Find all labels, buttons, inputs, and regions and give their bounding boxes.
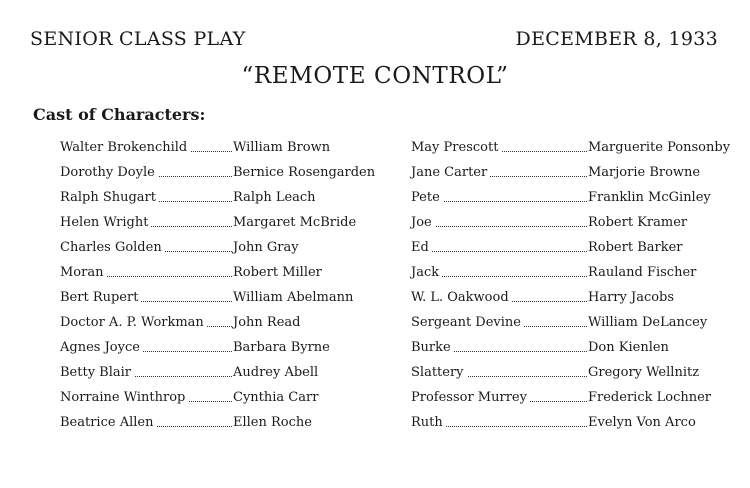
cast-row	[411, 288, 731, 313]
cast-role: Doctor A. P. Workman	[60, 313, 207, 333]
cast-actor: John Gray	[233, 240, 299, 255]
cast-role: Helen Wright	[60, 213, 151, 233]
cast-row	[411, 188, 731, 213]
cast-actor: Bernice Rosengarden	[233, 165, 376, 180]
cast-column-right	[411, 138, 731, 438]
play-title: “REMOTE CONTROL”	[241, 63, 509, 89]
cast-row	[60, 413, 370, 438]
cast-actor: John Read	[233, 315, 301, 330]
cast-actor: Gregory Wellnitz	[588, 365, 700, 380]
cast-role: Jane Carter	[411, 163, 490, 183]
cast-role: W. L. Oakwood	[411, 288, 512, 308]
cast-role: Burke	[411, 338, 454, 358]
cast-role: Ruth	[411, 413, 446, 433]
cast-actor: Robert Miller	[233, 265, 322, 280]
cast-row	[60, 238, 370, 263]
cast-actor: William DeLancey	[588, 315, 708, 330]
cast-column-left	[60, 138, 376, 438]
cast-actor: Robert Barker	[588, 240, 683, 255]
cast-row	[60, 388, 370, 413]
cast-row	[411, 413, 731, 438]
cast-row	[60, 163, 376, 188]
dotted-leader	[411, 251, 587, 252]
cast-row	[411, 388, 731, 413]
cast-actor: Don Kienlen	[588, 340, 669, 355]
cast-actor: Marjorie Browne	[588, 165, 701, 180]
cast-role: Charles Golden	[60, 238, 165, 258]
cast-actor: Harry Jacobs	[588, 290, 675, 305]
cast-row	[60, 338, 370, 363]
cast-role: Ralph Shugart	[60, 188, 159, 208]
cast-actor: Ralph Leach	[233, 190, 316, 205]
cast-row	[411, 138, 731, 163]
cast-role: May Prescott	[411, 138, 501, 158]
cast-actor: Robert Kramer	[588, 215, 688, 230]
header-event: SENIOR CLASS PLAY	[30, 28, 246, 50]
cast-role: Ed	[411, 238, 432, 258]
header-date: DECEMBER 8, 1933	[515, 28, 718, 50]
cast-actor: Frederick Lochner	[588, 390, 711, 405]
cast-row	[60, 138, 370, 163]
cast-row	[60, 213, 370, 238]
cast-actor: Cynthia Carr	[233, 390, 319, 405]
cast-actor: Rauland Fischer	[588, 265, 697, 280]
cast-row	[60, 288, 370, 313]
cast-role: Moran	[60, 263, 106, 283]
cast-actor: Evelyn Von Arco	[588, 415, 696, 430]
cast-row	[60, 263, 370, 288]
cast-role: Joe	[411, 213, 435, 233]
cast-actor: William Brown	[233, 140, 331, 155]
cast-role: Pete	[411, 188, 443, 208]
cast-role: Bert Rupert	[60, 288, 141, 308]
cast-actor: Marguerite Ponsonby	[588, 140, 731, 155]
cast-role: Dorothy Doyle	[60, 163, 158, 183]
cast-row	[411, 263, 731, 288]
cast-role: Slattery	[411, 363, 467, 383]
cast-role: Betty Blair	[60, 363, 134, 383]
dotted-leader	[411, 226, 587, 227]
cast-row	[411, 238, 731, 263]
cast-actor: Franklin McGinley	[588, 190, 711, 205]
cast-role: Walter Brokenchild	[60, 138, 190, 158]
cast-actor: Barbara Byrne	[233, 340, 330, 355]
cast-actor: Ellen Roche	[233, 415, 312, 430]
cast-role: Sergeant Devine	[411, 313, 524, 333]
cast-row	[411, 363, 731, 388]
cast-role: Agnes Joyce	[60, 338, 143, 358]
cast-actor: William Abelmann	[233, 290, 354, 305]
cast-role: Jack	[411, 263, 442, 283]
cast-actor: Margaret McBride	[233, 215, 357, 230]
cast-row	[60, 363, 370, 388]
cast-row	[411, 163, 731, 188]
cast-actor: Audrey Abell	[233, 365, 319, 380]
cast-row	[411, 213, 731, 238]
cast-role: Professor Murrey	[411, 388, 530, 408]
cast-row	[60, 313, 370, 338]
cast-role: Beatrice Allen	[60, 413, 156, 433]
cast-row	[411, 313, 731, 338]
cast-row	[411, 338, 731, 363]
cast-role: Norraine Winthrop	[60, 388, 188, 408]
cast-heading: Cast of Characters:	[33, 105, 206, 124]
cast-row	[60, 188, 370, 213]
